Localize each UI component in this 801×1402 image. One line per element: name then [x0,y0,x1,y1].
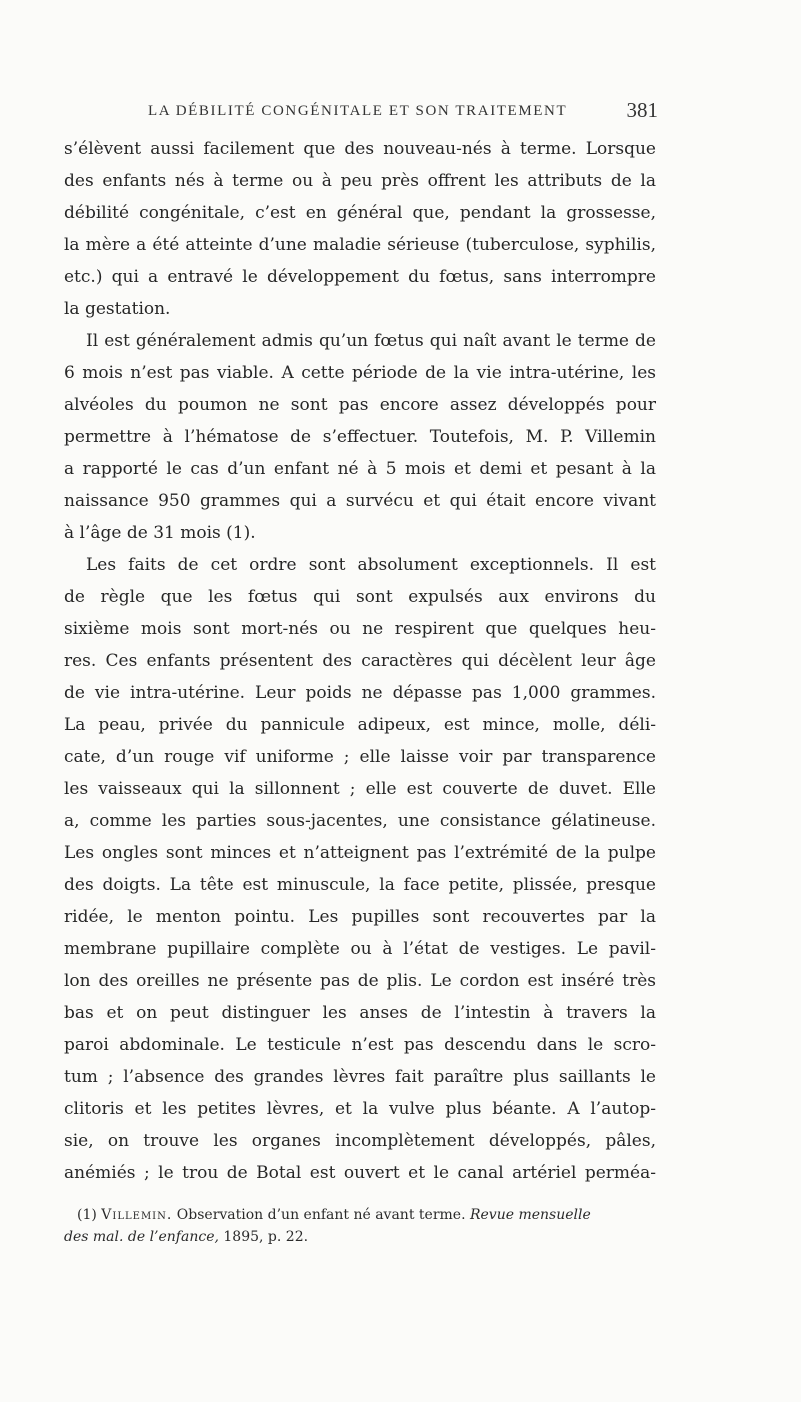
footnote-text: Observation d’un enfant né avant terme. [176,1207,466,1223]
footnote-journal-cont: des mal. de l’enfance, [64,1229,219,1245]
text-line: anémiés ; le trou de Botal est ouvert et le canal artériel perméa- [64,1163,656,1183]
text-line: 6 mois n’est pas viable. A cette période de la vie intra-utérine, les [64,363,656,383]
page-number: 381 [626,98,658,122]
text-line: La peau, privée du pannicule adipeux, est mince, molle, déli- [64,715,656,735]
text-line: débilité congénitale, c’est en général que, pendant la grossesse, [64,203,656,223]
running-title: LA DÉBILITÉ CONGÉNITALE ET SON TRAITEMENT [148,103,568,119]
text-line: Il est généralement admis qu’un fœtus qui naît avant le terme de [86,331,656,351]
text-line: res. Ces enfants présentent des caractères qui décèlent leur âge [64,651,656,671]
text-line: cate, d’un rouge vif uniforme ; elle laisse voir par transparence [64,747,656,767]
text-line: etc.) qui a entravé le développement du fœtus, sans interrompre [64,267,656,287]
text-line: a rapporté le cas d’un enfant né à 5 mois et demi et pesant à la [64,459,656,479]
text-line: la mère a été atteinte d’une maladie sérieuse (tuberculose, syphilis, [64,235,656,255]
text-line: de vie intra-utérine. Leur poids ne dépasse pas 1,000 grammes. [64,683,656,703]
text-line: membrane pupillaire complète ou à l’état de vestiges. Le pavil- [64,939,656,959]
text-line: des enfants nés à terme ou à peu près offrent les attributs de la [64,171,656,191]
text-line: sie, on trouve les organes incomplètement développés, pâles, [64,1131,656,1151]
text-line: ridée, le menton pointu. Les pupilles sont recouvertes par la [64,907,656,927]
text-line: sixième mois sont mort-nés ou ne respirent que quelques heu- [64,619,656,639]
text-line: paroi abdominale. Le testicule n’est pas descendu dans le scro- [64,1035,656,1055]
text-line: lon des oreilles ne présente pas de plis. Le cordon est inséré très [64,971,656,991]
footnote-line [64,1226,656,1248]
text-line: la gestation. [64,299,171,319]
footnote-author: Villemin. [101,1207,173,1223]
text-line: bas et on peut distinguer les anses de l’intestin à travers la [64,1003,656,1023]
text-line: Les faits de cet ordre sont absolument exceptionnels. Il est [86,555,656,575]
text-line: s’élèvent aussi facilement que des nouveau-nés à terme. Lorsque [64,139,656,159]
footnote-line [77,1204,656,1226]
footnote-journal: Revue mensuelle [469,1207,591,1223]
text-line: des doigts. La tête est minuscule, la face petite, plissée, presque [64,875,656,895]
text-line: a, comme les parties sous-jacentes, une consistance gélatineuse. [64,811,656,831]
text-line: naissance 950 grammes qui a survécu et qui était encore vivant [64,491,656,511]
text-line: tum ; l’absence des grandes lèvres fait paraître plus saillants le [64,1067,656,1087]
text-line: Les ongles sont minces et n’atteignent pas l’extrémité de la pulpe [64,843,656,863]
text-line: de règle que les fœtus qui sont expulsés aux environs du [64,587,656,607]
text-line: clitoris et les petites lèvres, et la vulve plus béante. A l’autop- [64,1099,656,1119]
text-line: permettre à l’hématose de s’effectuer. Toutefois, M. P. Villemin [64,427,656,447]
text-line: alvéoles du poumon ne sont pas encore assez développés pour [64,395,656,415]
text-line: les vaisseaux qui la sillonnent ; elle est couverte de duvet. Elle [64,779,656,799]
footnote-marker: (1) [77,1207,97,1223]
footnote-citation: 1895, p. 22. [223,1229,309,1245]
text-line: à l’âge de 31 mois (1). [64,523,256,543]
